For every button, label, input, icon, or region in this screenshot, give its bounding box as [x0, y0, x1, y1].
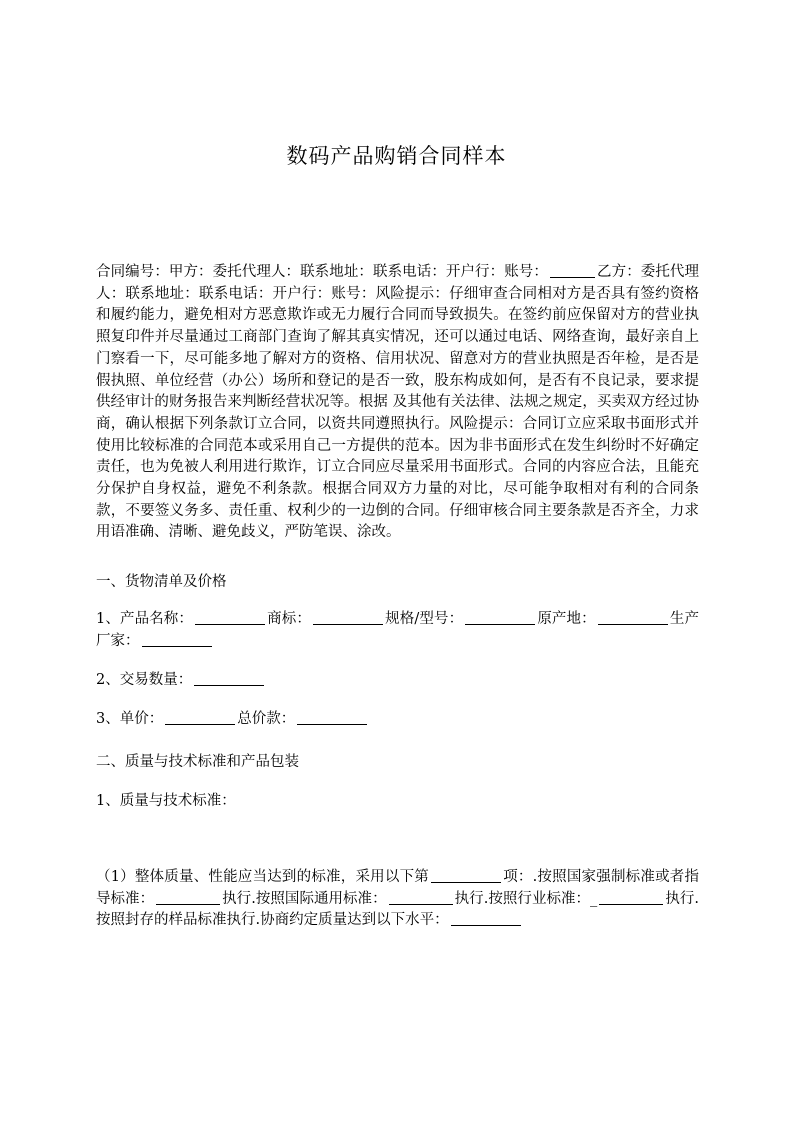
product-name-blank[interactable]: [195, 609, 265, 625]
maker-blank[interactable]: [142, 631, 212, 647]
clause-text-5: 执行.按照封存的样品标准执行.协商约定质量达到以下水平：: [96, 890, 700, 929]
intro-paragraph: [96, 262, 699, 544]
price-line: [96, 709, 699, 731]
section-heading-quality: 二、质量与技术标准和产品包装: [96, 754, 299, 770]
brand-label: 商标：: [267, 611, 311, 627]
clause-text-3: 执行.按照国际通用标准：: [222, 890, 387, 907]
quantity-label: 2、交易数量：: [96, 672, 193, 688]
maker-label: 生产厂家：: [96, 611, 700, 649]
account-blank[interactable]: [550, 262, 595, 278]
intro-text-start: 合同编号：甲方：委托代理人：联系地址：联系电话：开户行：账号：: [96, 264, 548, 280]
international-standard-blank[interactable]: [389, 889, 453, 905]
origin-label: 原产地：: [537, 611, 596, 627]
product-name-label: 1、产品名称：: [96, 611, 194, 627]
unit-price-blank[interactable]: [165, 709, 235, 725]
unit-price-label: 3、单价：: [96, 711, 164, 727]
section-heading-goods: 一、货物清单及价格: [96, 574, 227, 590]
clause-text-2: 项：.按照国家强制标准或者指导标准：: [96, 869, 699, 907]
clause-text-1: （1）整体质量、性能应当达到的标准，采用以下第: [96, 869, 429, 885]
quantity-blank[interactable]: [194, 670, 264, 686]
national-standard-blank[interactable]: [156, 889, 220, 905]
origin-blank[interactable]: [598, 609, 668, 625]
quality-clause: [96, 867, 699, 932]
document-title: 数码产品购销合同样本: [286, 144, 507, 168]
total-price-label: 总价款：: [237, 711, 296, 727]
quantity-line: [96, 670, 699, 692]
quality-subheading: 1、质量与技术标准：: [96, 793, 236, 809]
spec-label: 规格/型号：: [385, 611, 464, 627]
spec-blank[interactable]: [465, 609, 535, 625]
industry-standard-blank[interactable]: [599, 889, 663, 905]
total-price-blank[interactable]: [297, 709, 367, 725]
clause-item-blank[interactable]: [431, 867, 501, 883]
clause-text-4: 执行.按照行业标准：_: [454, 890, 598, 907]
product-info-line: [96, 609, 699, 652]
intro-text-rest: 乙方：委托代理人：联系地址：联系电话：开户行：账号：风险提示：仔细审查合同相对方是否具有签约资格和履约能力，避免相对方恶意欺诈或无力履行合同而导致损失。在签约前应保留对方的营业执照复印件并尽量通过工商部门查询了解其真实情况，还可以通过电话、网络查询，最好亲自上门察看一下，尽可能多地了解对方的资格、信用状况、留意对方的营业执照是否年检，是否是假执照、单位经营（办公）场所和登记的是否一致，股东构成如何，是否有不良记录，要求提供经审计的财务报告来判断经营状况等。根据 及其他有关法律、法规之规定，买卖双方经过协商，确认根据下列条款订立合同，以资共同遵照执行。风险提示：合同订立应采取书面形式并使用比较标准的合同范本或采用自己一方提供的范本。因为非书面形式在发生纠纷时不好确定责任，也为免被人利用进行欺诈，订立合同应尽量采用书面形式。合同的内容应合法，且能充分保护自身权益，避免不利条款。根据合同双方力量的对比，尽可能争取相对有利的合同条款，不要签义务多、责任重、权利少的一边倒的合同。仔细审核合同主要条款是否齐全，力求用语准确、清晰、避免歧义，严防笔误、涂改。: [96, 264, 700, 541]
brand-blank[interactable]: [313, 609, 383, 625]
agreed-level-blank[interactable]: [451, 910, 521, 926]
